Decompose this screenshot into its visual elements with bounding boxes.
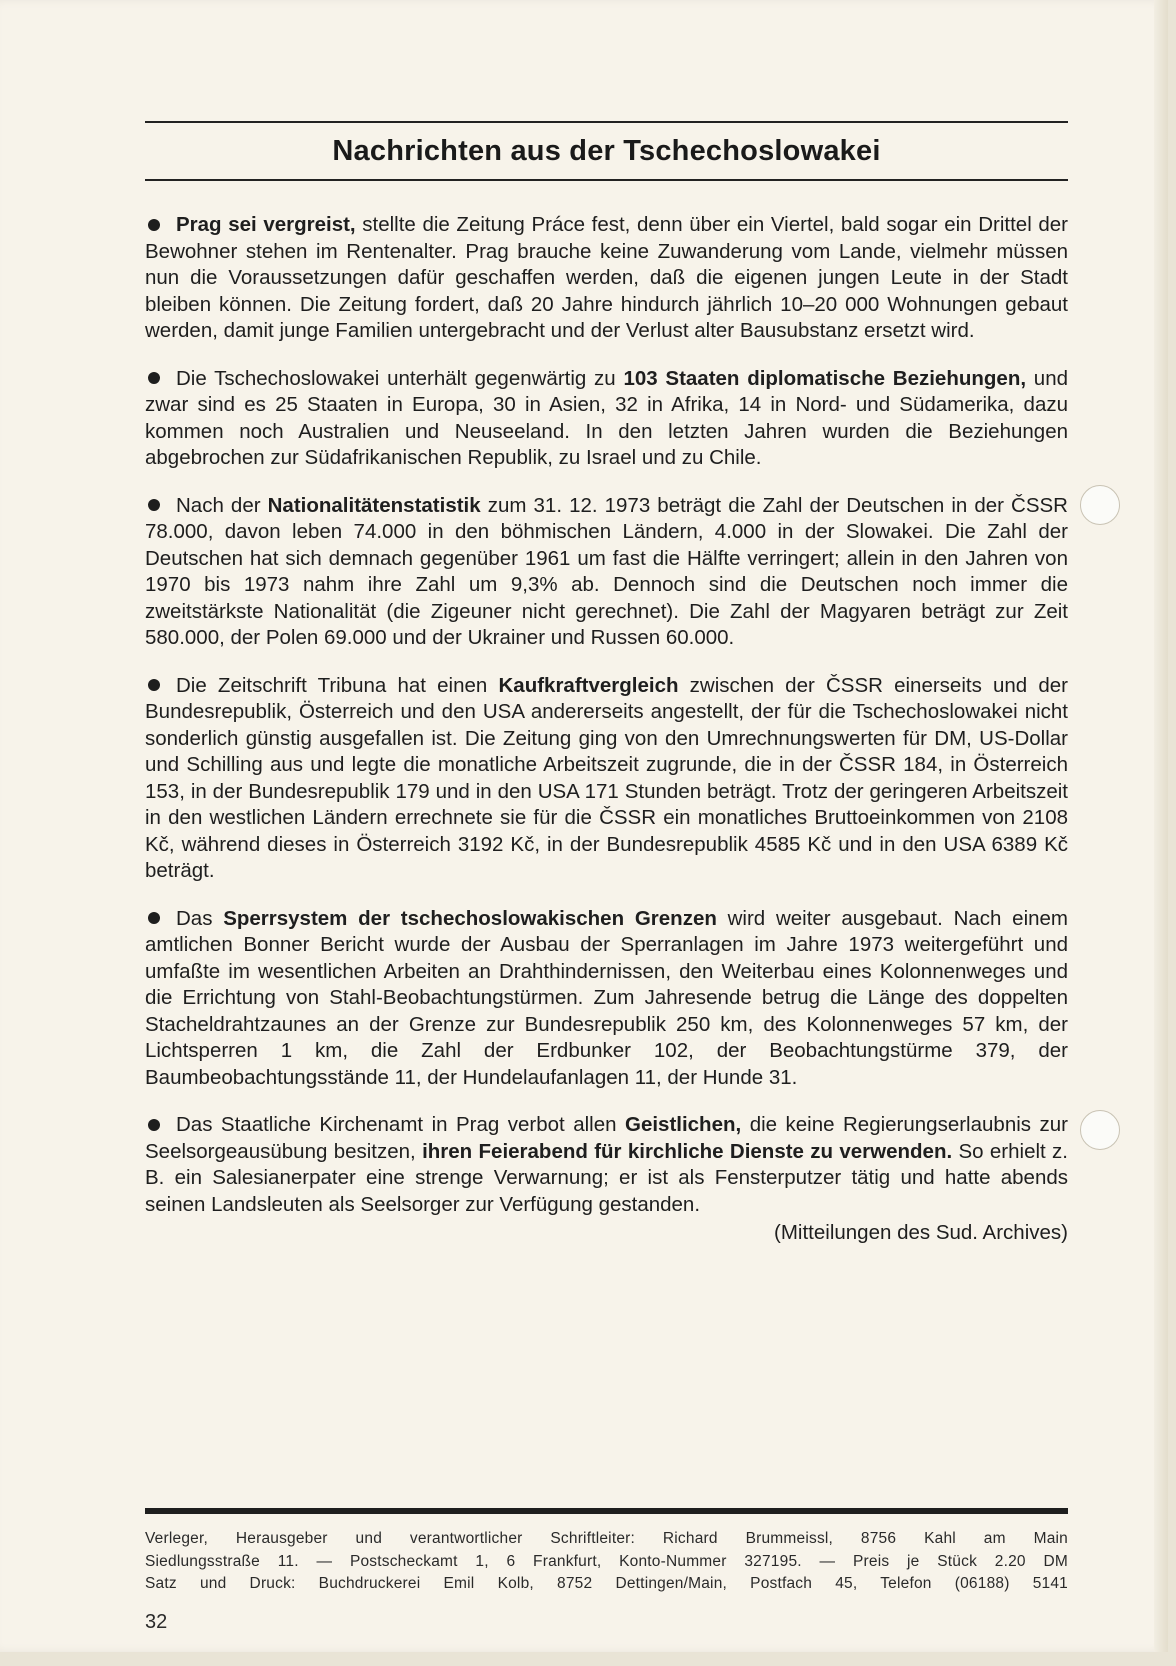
article-6-mid: die keine Regierungserlaubnis zur Seelsorgeausübung besitzen, (145, 1113, 1068, 1163)
article-2-post: und zwar sind es 25 Staaten in Europa, 30 in Asien, 32 in Afrika, 14 in Nord- und Südamerika, dazu kommen noch Australien und Neuseeland. In den letzten Jahren wurden die Beziehungen abgebrochen zur Südafrikanischen Republik, zu Israel und zu Chile. (145, 366, 1068, 469)
article-5-highlight: Sperrsystem der tschechoslowakischen Grenzen (223, 906, 717, 930)
article-4-post: zwischen der ČSSR einerseits und der Bundesrepublik, Österreich und den USA andererseits angestellt, der für die Tschechoslowakei nicht sonderlich günstig ausgefallen ist. Die Zeitung ging von den Umrechnungswerten für DM, US-Dollar und Schilling aus und legte die monatliche Arbeitszeit zugrunde, die in der ČSSR 184, in Österreich 153, in der Bundesrepublik 179 und in den USA 171 Stunden beträgt. Trotz der geringeren Arbeitszeit in den westlichen Ländern errechnete sie für die ČSSR ein monatliches Bruttoeinkommen von 2108 Kč, während dieses in Österreich 3192 Kč, in der Bundesrepublik 4585 Kč und in den USA 6389 Kč beträgt. (145, 673, 1069, 882)
article-6-post: So erhielt z. B. ein Salesianerpater eine strenge Verwarnung; er ist als Fensterputzer tätig und hatte abends seinen Landsleuten als Seelsorger zur Verfügung gestanden. (145, 1139, 1068, 1216)
article-6-highlight-2: ihren Feierabend für kirchliche Dienste zu verwenden. (422, 1139, 953, 1163)
article-2-highlight: 103 Staaten diplomatische Beziehungen, (623, 366, 1027, 390)
article-4-pre: Die Zeitschrift Tribuna hat einen (176, 673, 499, 697)
article-list (145, 212, 1068, 1247)
page-title: Nachrichten aus der Tschechoslowakei (332, 135, 881, 167)
page-number: 32 (145, 1611, 168, 1633)
article-2-pre: Die Tschechoslowakei unterhält gegenwärtig zu (176, 366, 624, 390)
article-6-pre: Das Staatliche Kirchenamt in Prag verbot allen (176, 1113, 625, 1136)
imprint (145, 1528, 1068, 1596)
footer-divider (145, 1508, 1068, 1514)
bullet-icon (148, 912, 160, 924)
article-1-lead: Prag sei vergreist, (176, 213, 356, 236)
article-1-text: stellte die Zeitung Práce fest, denn über ein Viertel, bald sogar ein Drittel der Bewohner stehen im Rentenalter. Prag brauche keine Zuwanderung vom Lande, vielmehr müssen nun die Voraussetzungen dafür geschaffen werden, daß die eigenen jungen Leute in der Stadt bleiben können. Die Zeitung fordert, daß 20 Jahre hindurch jährlich 10–20 000 Wohnungen gebaut werden, damit junge Familien untergebracht und der Verlust alter Bausubstanz ersetzt wird. (145, 213, 1069, 342)
article-6 (145, 1112, 1068, 1218)
bullet-icon (148, 679, 160, 691)
article-6-highlight: Geistlichen, (625, 1113, 742, 1136)
article-5-pre: Das (176, 906, 224, 930)
article-3-highlight: Nationalitätenstatistik (267, 493, 481, 517)
page-edge-shadow (1154, 0, 1168, 1652)
article-4-highlight: Kaufkraftvergleich (498, 673, 679, 697)
punch-hole-top (1080, 485, 1120, 525)
article-3 (145, 493, 1068, 652)
imprint-line-3: Satz und Druck: Buchdruckerei Emil Kolb, 8752 Dettingen/Main, Postfach 45, Telefon (06188) 5141 (145, 1575, 1068, 1592)
article-1 (145, 212, 1068, 345)
article-5-post: wird weiter ausgebaut. Nach einem amtlichen Bonner Bericht wurde der Ausbau der Sperranlagen im Jahre 1973 weitergeführt und umfaßte im wesentlichen Arbeiten an Drahthindernissen, den Weiterbau eines Kolonnenweges und die Errichtung von Stahl-Beobachtungstürmen. Zum Jahresende betrug die Länge des doppelten Stacheldrahtzaunes an der Grenze zur Bundesrepublik 250 km, des Kolonnenweges 57 km, der Lichtsperren 1 km, die Zahl der Erdbunker 102, der Beobachtungstürme 379, der Baumbeobachtungsstände 11, der Hundelaufanlagen 11, der Hunde 31. (145, 906, 1068, 1089)
imprint-line-2: Siedlungsstraße 11. — Postscheckamt 1, 6 Frankfurt, Konto-Nummer 327195. — Preis je Stück 2.20 DM (145, 1552, 1068, 1570)
source-citation: (Mitteilungen des Sud. Archives) (774, 1221, 1068, 1244)
article-3-pre: Nach der (176, 493, 268, 517)
bullet-icon (148, 499, 160, 511)
article-4 (145, 673, 1068, 885)
bullet-icon (148, 1119, 160, 1131)
article-2 (145, 366, 1068, 472)
article-3-post: zum 31. 12. 1973 beträgt die Zahl der Deutschen in der ČSSR 78.000, davon leben 74.000 in den böhmischen Ländern, 4.000 in der Slowakei. Die Zahl der Deutschen hat sich demnach gegenüber 1961 um fast die Hälfte verringert; allein in den Jahren von 1970 bis 1973 nahm ihre Zahl um 9,3% ab. Dennoch sind die Deutschen noch immer die zweitstärkste Nationalität (die Zigeuner nicht gerechnet). Die Zahl der Magyaren beträgt zur Zeit 580.000, der Polen 69.000 und der Ukrainer und Russen 60.000. (145, 493, 1068, 649)
punch-hole-bottom (1080, 1110, 1120, 1150)
section-header (145, 121, 1068, 181)
bullet-icon (148, 372, 160, 384)
imprint-line-1: Verleger, Herausgeber und verantwortlicher Schriftleiter: Richard Brummeissl, 8756 Kahl am Main (145, 1530, 1068, 1547)
bullet-icon (148, 219, 160, 231)
article-5 (145, 906, 1068, 1092)
